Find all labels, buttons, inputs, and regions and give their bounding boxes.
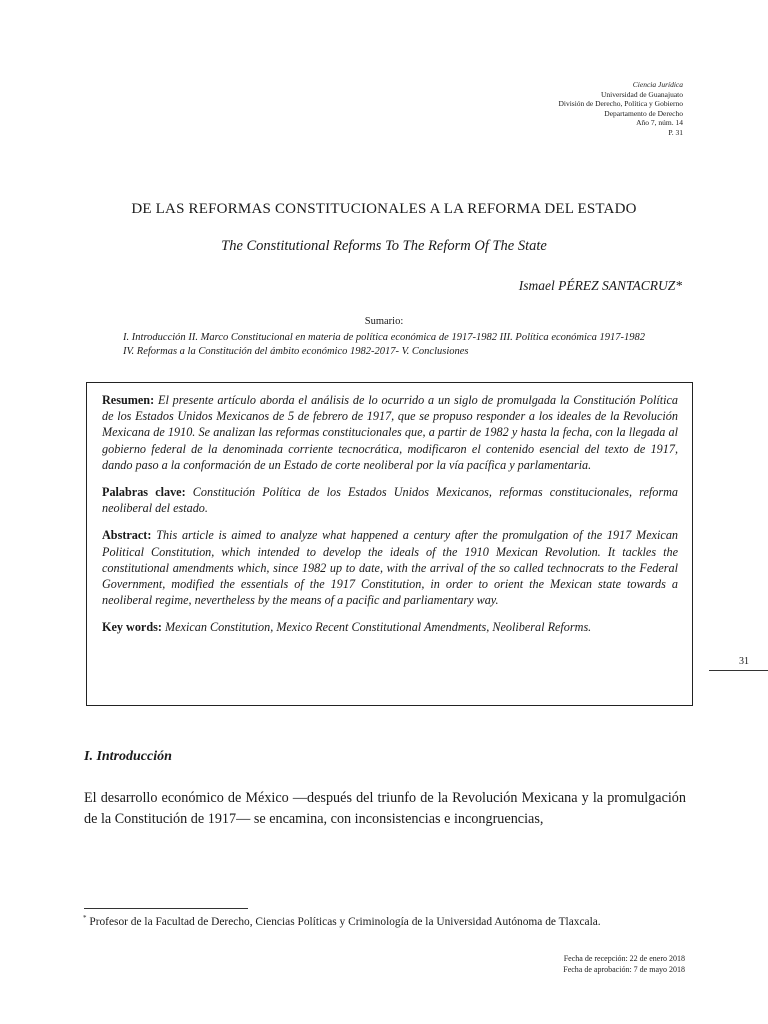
section-heading: I. Introducción [84,749,172,764]
abstract-box [86,382,693,706]
abstract-paragraph [102,527,678,608]
keywords-text: Mexican Constitution, Mexico Recent Constitutional Amendments, Neoliberal Reforms. [164,620,592,635]
palabras-clave-text: Constitución Política de los Estados Unidos Mexicanos, reformas constitucionales, reforma neoliberal del estado. [102,485,678,516]
page-number: 31 [739,656,749,667]
issue-info: Año 7, núm. 14 [636,118,683,127]
publication-dates [563,954,685,975]
division-name: División de Derecho, Política y Gobierno [558,99,683,108]
page-number-rule [709,670,768,671]
sumario-text: I. Introducción II. Marco Constitucional en materia de política económica de 1917-1982 III. Política económica 1917-1982 IV. Reformas a la Constitución del ámbito económico 1982-2017- V. Conclusiones [123,332,645,357]
keywords-paragraph [102,619,678,635]
footnote [83,914,601,928]
received-date: Fecha de recepción: 22 de enero 2018 [563,954,685,963]
footnote-divider [84,908,248,909]
resumen-text: El presente artículo aborda el análisis de lo ocurrido a un siglo de promulgada la Constitución Política de los Estados Unidos Mexicanos de 5 de febrero de 1917, que se propuso responder a los ideales de la Revolución Mexicana de 1910. Se analizan las reformas constitucionales que, a partir de 1982 y hasta la fecha, con la llegada al gobierno federal de la denominada corriente tecnocrática, modificaron el contenido esencial del texto de 1917, dando paso a la conformación de un Estado de corte neoliberal por la vía pacífica y parlamentaria. [102,393,679,472]
palabras-clave-label: Palabras clave: [102,485,186,500]
article-subtitle: The Constitutional Reforms To The Reform Of The State [221,238,547,254]
article-title: DE LAS REFORMAS CONSTITUCIONALES A LA REFORMA DEL ESTADO [131,201,637,217]
department-name: Departamento de Derecho [604,108,683,118]
journal-name: Ciencia Jurídica [632,80,683,89]
footnote-marker: * [83,914,87,922]
body-paragraph: El desarrollo económico de México —después del triunfo de la Revolución Mexicana y la promulgación de la Constitución de 1917— se encamina, con inconsistencias e incongruencias, [84,790,686,827]
approved-date: Fecha de aprobación: 7 de mayo 2018 [563,964,685,974]
keywords-label: Key words: [102,620,162,635]
resumen-paragraph [102,392,678,473]
palabras-clave-paragraph [102,484,678,516]
abstract-text: This article is aimed to analyze what happened a century after the promulgation of the 1917 Mexican Political Constitution, which intended to develop the ideals of the 1910 Mexican Revolution. It tackles the constitutional amendments which, since 1982 up to date, with the arrival of the so called technocrats to the Federal Government, modified the essentials of the 1917 Constitution, in order to orient the Mexican state towards a neoliberal regime, nevertheless by the means of a pacific and parliamentary way. [102,528,679,608]
footnote-text: Profesor de la Facultad de Derecho, Ciencias Políticas y Criminología de la Universidad Autónoma de Tlaxcala. [89,915,601,928]
university-name: Universidad de Guanajuato [600,89,683,99]
resumen-label: Resumen: [102,393,155,407]
author-name: Ismael PÉREZ SANTACRUZ* [518,278,682,293]
page-reference: P. 31 [668,127,683,137]
sumario-label: Sumario: [364,316,404,327]
journal-header [558,80,683,137]
abstract-label: Abstract: [102,528,152,543]
